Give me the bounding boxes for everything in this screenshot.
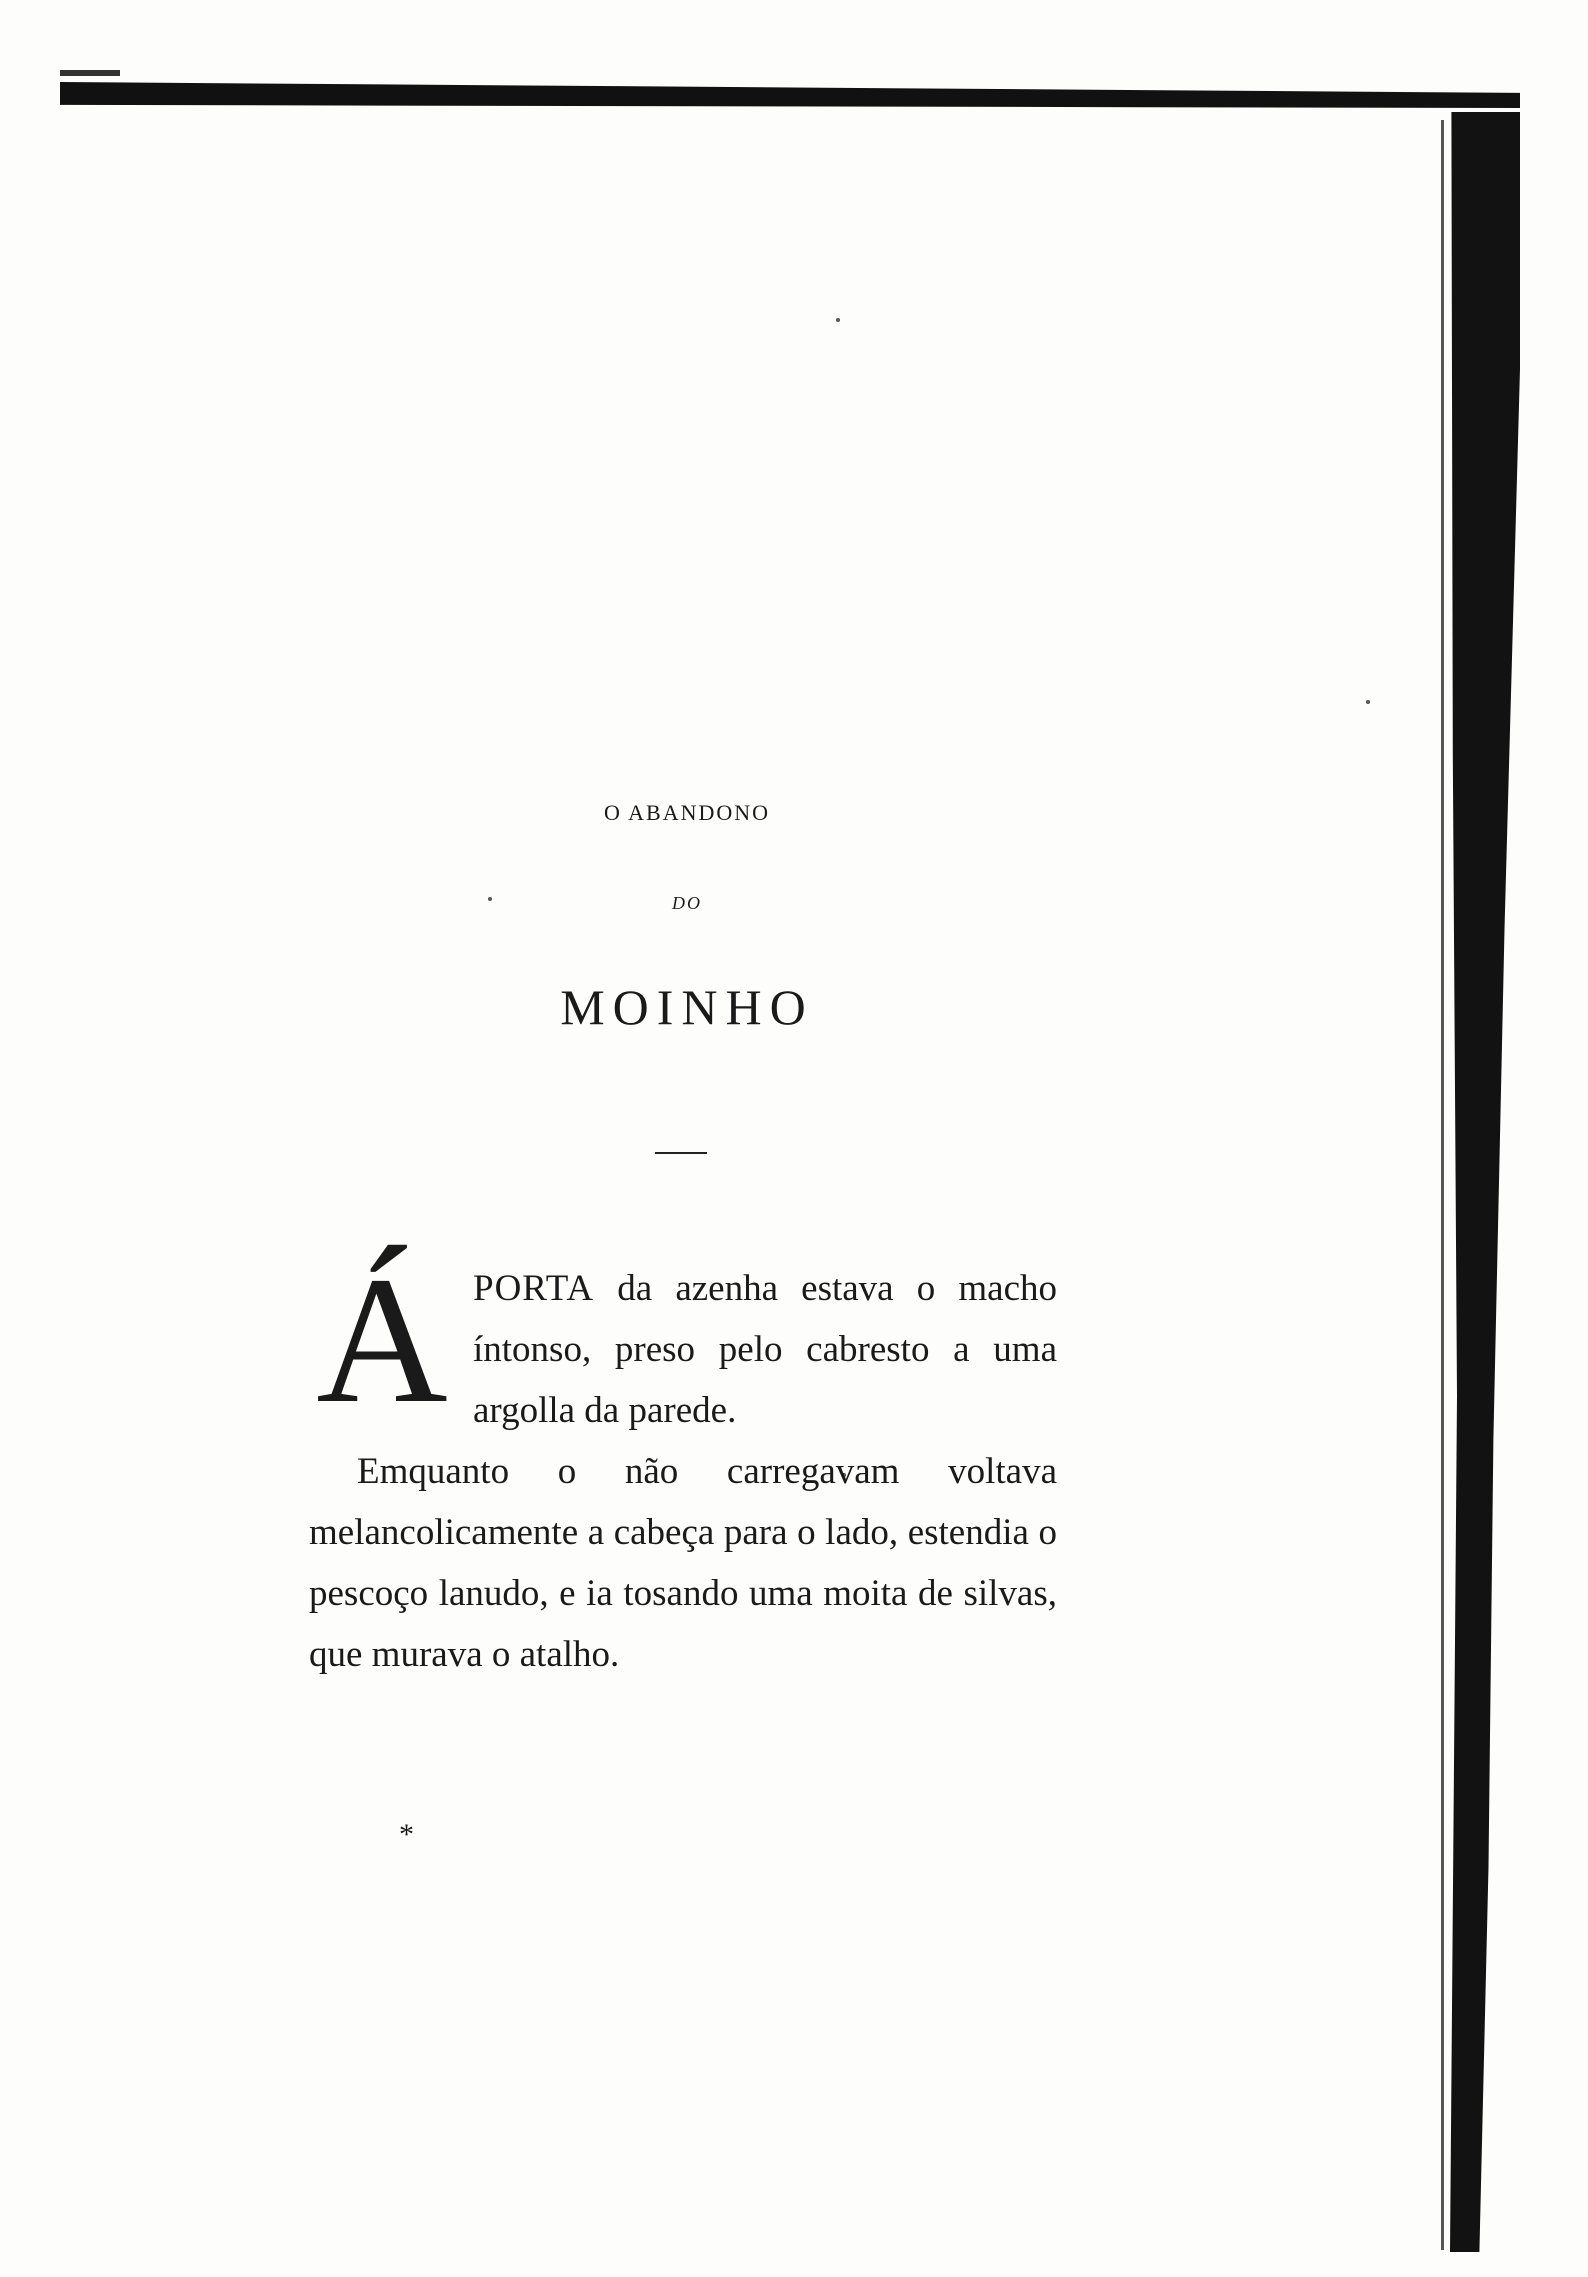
scan-shadow-top	[60, 82, 1520, 108]
title-divider	[655, 1152, 707, 1154]
chapter-title-line-1: O ABANDONO	[603, 800, 771, 825]
chapter-title-main: MOINHO	[560, 979, 814, 1035]
scan-edge-line	[1441, 120, 1444, 2250]
lead-word: PORTA	[473, 1268, 595, 1309]
scan-speck	[1366, 700, 1370, 704]
drop-cap-letter: Á	[316, 1240, 448, 1441]
chapter-text	[309, 1240, 1057, 1685]
chapter-title-line-2: DO	[672, 893, 702, 913]
section-ornament: *	[399, 1818, 414, 1851]
second-paragraph: Emquanto o não carregavam voltava melancolicamente a cabeça para o lado, estendia o pescoço lanudo, e ia tosando uma moita de silvas, que murava o atalho.	[309, 1451, 1057, 1675]
first-paragraph-text: da azenha estava o macho íntonso, preso pelo cabresto a uma argolla da parede.	[473, 1268, 1057, 1431]
scan-shadow-top-left	[60, 70, 120, 76]
scan-shadow-right	[1450, 112, 1520, 2252]
scan-speck	[836, 318, 840, 322]
